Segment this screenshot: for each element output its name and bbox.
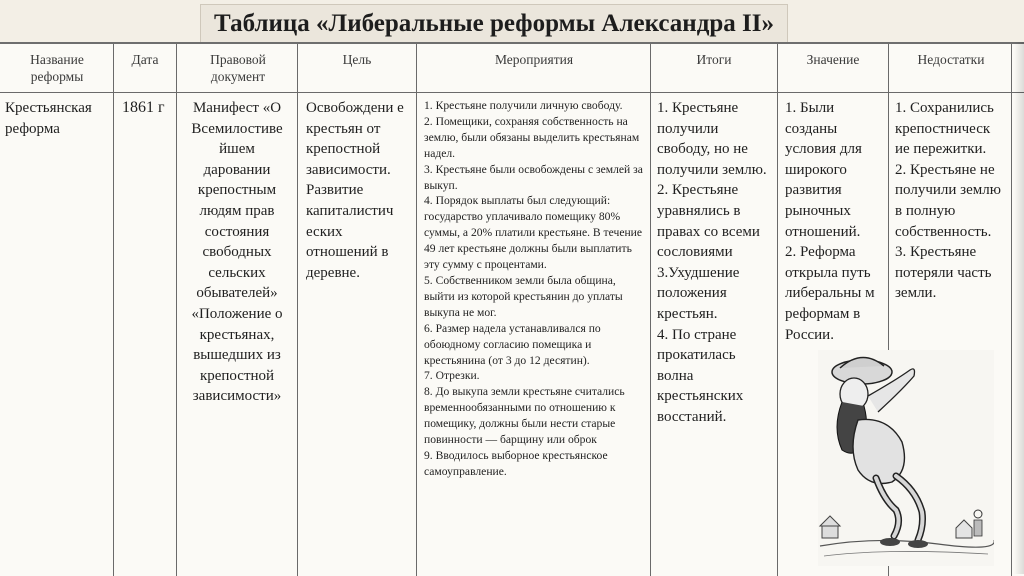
header-drawbacks: Недостатки: [917, 52, 985, 67]
significance-item: 2. Реформа открыла путь либеральны м реформам в России.: [785, 244, 875, 343]
result-item: 4. По стране прокатилась волна крестьянских восстаний.: [657, 326, 744, 425]
peasant-caricature-image: [818, 350, 994, 566]
measure-item: 8. До выкупа земли крестьяне считались временнообязанными по отношению к помещику, должны были нести старые повинности — барщину или оброк: [424, 385, 625, 447]
result-item: 1. Крестьяне получили свободу, но не получили землю.: [657, 100, 767, 178]
cell-results: [657, 98, 771, 428]
cell-date: 1861 г: [122, 99, 165, 116]
cell-document: Манифест «О Всемилостиве йшем даровании крепостным людям прав состояния свободных сельских обывателей» «Положение о крестьянах, вышедших из крепостной зависимости»: [191, 100, 283, 405]
measure-item: 7. Отрезки.: [424, 369, 480, 383]
measure-item: 2. Помещики, сохраняя собственность на землю, были обязаны выделить крестьянам надел.: [424, 114, 640, 160]
measure-item: 6. Размер надела устанавливался по обоюдному согласию помещика и крестьянина (от 3 до 12 десятин).: [424, 321, 601, 367]
column-divider: [650, 44, 651, 576]
column-divider: [113, 44, 114, 576]
column-divider: [176, 44, 177, 576]
result-item: 3.Ухудшение положения крестьян.: [657, 264, 740, 322]
cell-reform-name: Крестьянская реформа: [5, 100, 92, 137]
column-divider: [297, 44, 298, 576]
cell-measures: [424, 98, 648, 480]
column-divider: [416, 44, 417, 576]
page-edge-shadow: [1014, 42, 1024, 574]
measure-item: 1. Крестьяне получили личную свободу.: [424, 99, 623, 112]
measure-item: 9. Вводилось выборное крестьянское самоуправление.: [424, 448, 608, 478]
cell-significance: [785, 98, 887, 345]
result-item: 2. Крестьяне уравнялись в правах со всеми сословиями: [657, 182, 760, 261]
significance-item: 1. Были созданы условия для широкого развития рыночных отношений.: [785, 100, 862, 240]
column-divider: [777, 44, 778, 576]
header-results: Итоги: [696, 52, 732, 67]
drawback-item: 2. Крестьяне не получили землю в полную собственность.: [895, 161, 1001, 240]
header-name: Название реформы: [30, 52, 84, 84]
header-date: Дата: [131, 52, 159, 67]
drawback-item: 1. Сохранились крепостническ ие пережитки.: [895, 100, 994, 158]
header-goal: Цель: [342, 52, 372, 67]
title-banner: [200, 4, 788, 44]
header-divider: [0, 92, 1024, 93]
header-document: Правовой документ: [210, 52, 266, 84]
header-measures: Мероприятия: [494, 52, 574, 67]
measure-item: 5. Собственником земли была община, выйти из которой крестьянин до уплаты выкупа не мог.: [424, 273, 623, 319]
measure-item: 3. Крестьяне были освобождены с землей за выкуп.: [424, 162, 643, 192]
measure-item: 4. Порядок выплаты был следующий: государство уплачивало помещику 80% суммы, а 20% платили крестьяне. В течение 49 лет крестьяне должны были выплатить эту сумму с процентами.: [424, 194, 643, 272]
drawback-item: 3. Крестьяне потеряли часть земли.: [895, 244, 992, 302]
header-significance: Значение: [806, 52, 860, 67]
page-title: Таблица «Либеральные реформы Александра II»: [214, 10, 774, 37]
cell-goal: Освобождени е крестьян от крепостной зависимости. Развитие капиталистич еских отношений в деревне.: [306, 100, 404, 281]
column-divider: [1011, 44, 1012, 576]
cell-drawbacks: [895, 98, 1007, 304]
